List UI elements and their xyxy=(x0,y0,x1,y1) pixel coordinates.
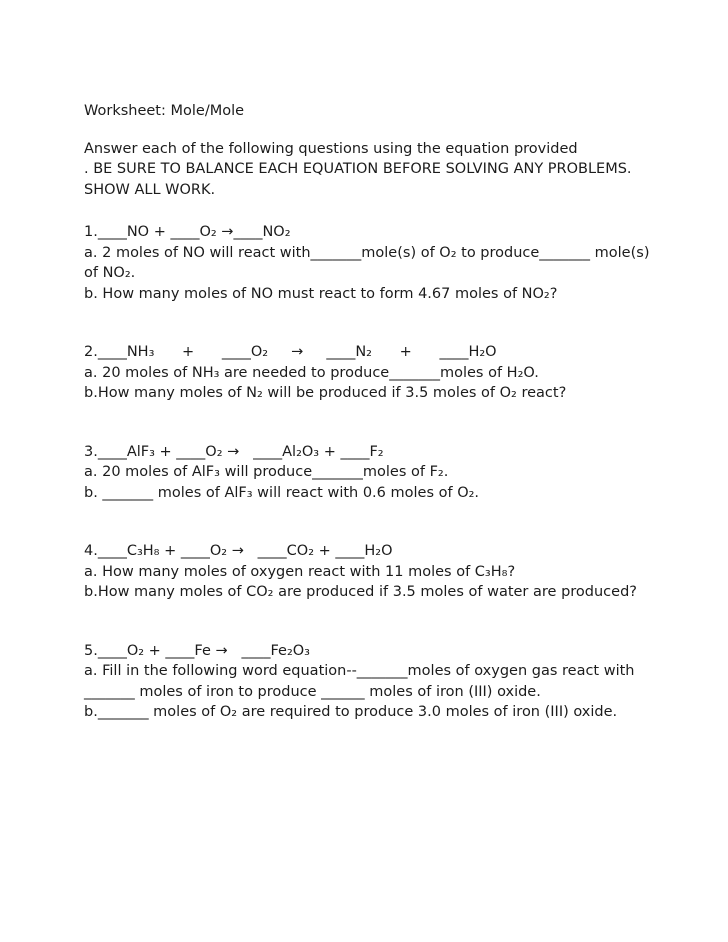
worksheet-instructions xyxy=(84,139,650,201)
question-4 xyxy=(84,541,650,603)
question-2 xyxy=(84,342,650,404)
question-2-equation: 2.____NH₃ + ____O₂ → ____N₂ + ____H₂O xyxy=(84,344,497,360)
question-1 xyxy=(84,222,655,304)
question-4-part-b: b.How many moles of CO₂ are produced if 3.5 moles of water are produced? xyxy=(84,584,637,600)
question-3-part-b: b. _______ moles of AlF₃ will react with 0.6 moles of O₂. xyxy=(84,484,480,501)
instruction-line: Answer each of the following questions using the equation provided xyxy=(84,140,578,157)
question-1-part-a: a. 2 moles of NO will react with_______mole(s) of O₂ to produce_______ mole(s) of NO₂. xyxy=(84,244,655,281)
question-5-equation: 5.____O₂ + ____Fe → ____Fe₂O₃ xyxy=(84,642,310,659)
question-4-part-a: a. How many moles of oxygen react with 11 moles of C₃H₈? xyxy=(84,563,516,580)
question-1-part-b: b. How many moles of NO must react to form 4.67 moles of NO₂? xyxy=(84,285,558,302)
question-3-part-a: a. 20 moles of AlF₃ will produce_______moles of F₂. xyxy=(84,464,449,480)
question-1-equation: 1.____NO + ____O₂ →____NO₂ xyxy=(84,224,291,240)
question-2-part-a: a. 20 moles of NH₃ are needed to produce_______moles of H₂O. xyxy=(84,364,539,381)
instruction-line: SHOW ALL WORK. xyxy=(84,181,216,198)
question-2-part-b: b.How many moles of N₂ will be produced if 3.5 moles of O₂ react? xyxy=(84,385,567,401)
instruction-line: . BE SURE TO BALANCE EACH EQUATION BEFORE SOLVING ANY PROBLEMS. xyxy=(84,161,632,177)
question-5 xyxy=(84,641,650,723)
question-4-equation: 4.____C₃H₈ + ____O₂ → ____CO₂ + ____H₂O xyxy=(84,543,393,559)
question-3-equation: 3.____AlF₃ + ____O₂ → ____Al₂O₃ + ____F₂ xyxy=(84,443,384,460)
question-3 xyxy=(84,442,650,504)
worksheet-title: Worksheet: Mole/Mole xyxy=(84,103,245,119)
question-5-part-a: a. Fill in the following word equation--_______moles of oxygen gas react with _______ moles of iron to produce ______ moles of iron (III) oxide. xyxy=(84,663,640,700)
question-5-part-b: b._______ moles of O₂ are required to produce 3.0 moles of iron (III) oxide. xyxy=(84,704,618,720)
